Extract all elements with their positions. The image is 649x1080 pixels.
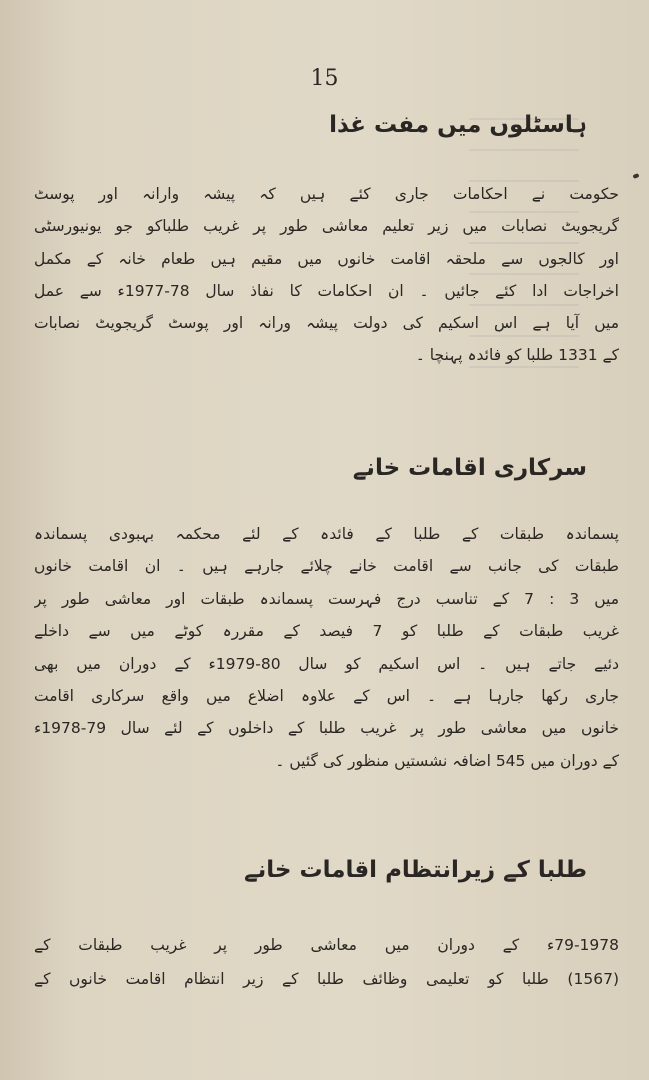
- paragraph-line: (1567) طلبا کو تعلیمی وظائف طلبا کے زیر انتظام اقامت خانوں کے: [34, 970, 619, 988]
- paragraph-line: میں 3 : 7 کے تناسب درج فہرست پسماندہ طبقات اور معاشی طور پر: [34, 589, 619, 608]
- paragraph-line: 79-1978ء کے دوران میں معاشی طور پر غریب طبقات کے: [34, 936, 619, 954]
- section-heading-student-managed-hostels: طلبا کے زیرانتظام اقامات خانے: [244, 857, 587, 883]
- section-heading-free-food: ہاسٹلوں میں مفت غذا: [329, 112, 587, 138]
- ink-speck: [632, 173, 639, 179]
- section-paragraph-student-managed-hostels: [34, 928, 619, 996]
- paragraph-line: گریجویٹ نصابات میں زیر تعلیم معاشی طور پر غریب طلباکو جو یونیورسٹی: [34, 217, 619, 236]
- paragraph-line: طبقات کی جانب سے اقامت خانے چلائے جارہے ہیں ۔ ان اقامت خانوں: [34, 557, 619, 576]
- paragraph-line: جاری رکھا جارہا ہے ۔ اس کے علاوہ اضلاع میں واقع سرکاری اقامت: [34, 686, 619, 705]
- paragraph-line: اور کالجوں سے ملحقہ اقامت خانوں میں مقیم ہیں طعام خانہ کے مکمل: [34, 249, 619, 268]
- section-paragraph-free-food: [34, 178, 619, 372]
- paragraph-line: خانوں میں معاشی طور پر غریب طلبا کے داخلوں کے لئے سال 79-1978ء: [34, 719, 619, 738]
- paragraph-line: اخراجات ادا کئے جائیں ۔ ان احکامات کا نفاذ سال 78-1977ء سے عمل: [34, 281, 619, 300]
- paragraph-line: پسماندہ طبقات کے طلبا کے فائدہ کے لئے محکمہ بہبودی پسماندہ: [34, 525, 619, 543]
- paragraph-line: حکومت نے احکامات جاری کئے ہیں کہ پیشہ وارانہ اور پوسٹ: [34, 185, 619, 203]
- paragraph-line: کے دوران میں 545 اضافہ نشستیں منظور کی گئیں ۔: [275, 751, 619, 770]
- page-number: 15: [310, 66, 339, 91]
- paragraph-line: غریب طبقات کے طلبا کو 7 فیصد کے مقررہ کوٹے میں سے داخلے: [34, 622, 619, 641]
- section-paragraph-government-hostels: [34, 518, 619, 777]
- section-heading-government-hostels: سرکاری اقامات خانے: [352, 455, 587, 481]
- paragraph-line: کے 1331 طلبا کو فائدہ پہنچا ۔: [415, 346, 619, 365]
- paragraph-line: میں آیا ہے اس اسکیم کی دولت پیشہ ورانہ اور پوسٹ گریجویٹ نصابات: [34, 314, 619, 333]
- paragraph-line: دئیے جاتے ہیں ۔ اس اسکیم کو سال 80-1979ء کے دوران میں بھی: [34, 654, 619, 673]
